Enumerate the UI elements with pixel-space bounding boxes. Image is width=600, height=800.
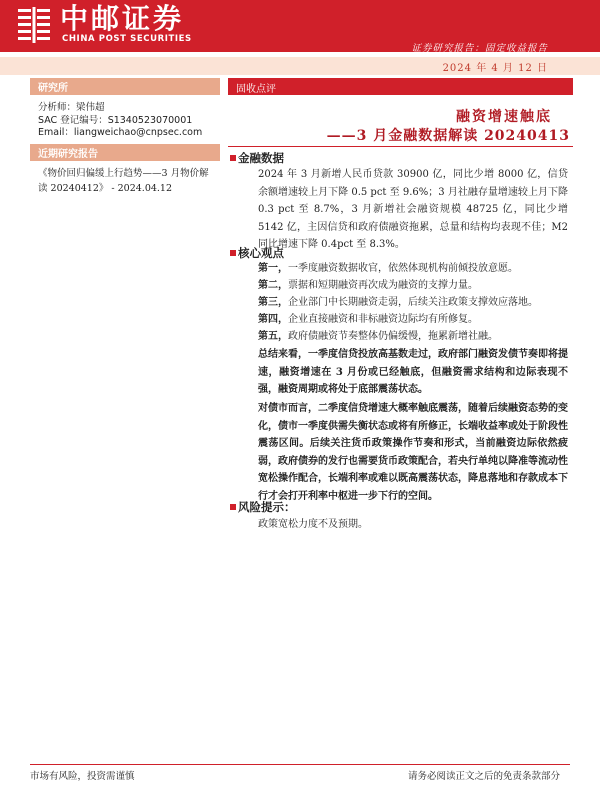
- company-name-cn: 中邮证券: [60, 2, 185, 35]
- bond-market-paragraph: 对债市而言，二季度信贷增速大概率触底震荡，随着后续融资态势的变化，债市一季度供需失衡状态或将有所修正，长端收益率或处于阶段性震荡区间。后续关注货币政策操作节奏和形式，当前融资边际依然疲弱，政府债券的发行也需要货币政策配合，若央行单纯以降准等流动性宽松操作配合，长端利率或难以既高震荡状态，降息落地和存款成本下行才会打开利率中枢进一步下行的空间。: [258, 403, 568, 502]
- view-item-3: 第三，企业部门中长期融资走弱，后续关注政策支撑效应落地。: [258, 297, 538, 308]
- footer-disclaimer: 请务必阅读正文之后的免责条款部分: [407, 771, 560, 782]
- report-tag-label: 固收点评: [236, 84, 276, 95]
- report-tag: [228, 78, 573, 95]
- section-bullet-icon: [230, 250, 236, 256]
- section-bullet-icon: [230, 155, 236, 161]
- footer-divider: [30, 764, 570, 765]
- sidebar-recent-header: [30, 144, 220, 161]
- view-item-4: 第四，企业直接融资和非标融资边际均有所修复。: [258, 314, 478, 325]
- risk-text: 政策宽松力度不及预期。: [258, 519, 368, 530]
- recent-report-link[interactable]: 《物价回归偏缓上行趋势——3 月物价解读 20240412》 - 2024.04.12: [38, 168, 209, 194]
- section-core-view-heading: 核心观点: [238, 246, 284, 260]
- report-type: 证券研究报告：固定收益报告: [411, 43, 548, 54]
- research-label: 研究所: [38, 83, 68, 94]
- analyst-email: Email：liangweichao@cnpsec.com: [38, 127, 203, 138]
- report-date: 2024 年 4 月 12 日: [442, 63, 548, 74]
- section-financial-data-heading: 金融数据: [238, 151, 284, 165]
- view-item-5: 第五，政府债融资节奏整体仍偏缓慢，拖累新增社融。: [258, 331, 498, 342]
- financial-data-text: 2024 年 3 月新增人民币贷款 30900 亿，同比少增 8000 亿，信贷余额增速较上月下降 0.5 pct 至 9.6%；3 月社融存量增速较上月下降 0.3 pct 至 8.7%，3 月新增社会融资规模 48725 亿，同比少增 5142 亿，主因信贷和政府债融资拖累，总量和结构均表现不佳；M2 同比增速下降 0.4pct 至 8.3%。: [258, 169, 568, 250]
- section-risk-heading: 风险提示：: [238, 500, 296, 514]
- footer-risk-note: 市场有风险，投资需谨慎: [30, 771, 135, 782]
- analyst-info: [38, 102, 202, 140]
- company-name-en: CHINA POST SECURITIES: [62, 34, 192, 44]
- analyst-name: 分析师：梁伟超: [38, 102, 105, 113]
- view-item-2: 第二，票据和短期融资再次成为融资的支撑力量。: [258, 280, 478, 291]
- title-divider: [228, 146, 573, 147]
- sac-number: SAC 登记编号：S1340523070001: [38, 114, 193, 126]
- section-bullet-icon: [230, 504, 236, 510]
- report-title: 融资增速触底: [456, 109, 552, 125]
- summary-paragraph: 总结来看，一季度信贷投放高基数走过，政府部门融资发债节奏即将提速，融资增速在 3 月份或已经触底，但融资需求结构和边际表现不强，融资周期或将处于底部震荡状态。: [258, 349, 568, 395]
- china-post-logo-icon: [14, 5, 54, 45]
- report-subtitle: ——3 月金融数据解读 20240413: [326, 128, 570, 144]
- recent-label: 近期研究报告: [38, 149, 98, 160]
- view-item-1: 第一，一季度融资数据收官，依然体现机构前倾投放意愿。: [258, 263, 518, 274]
- sidebar-research-header: [30, 78, 220, 95]
